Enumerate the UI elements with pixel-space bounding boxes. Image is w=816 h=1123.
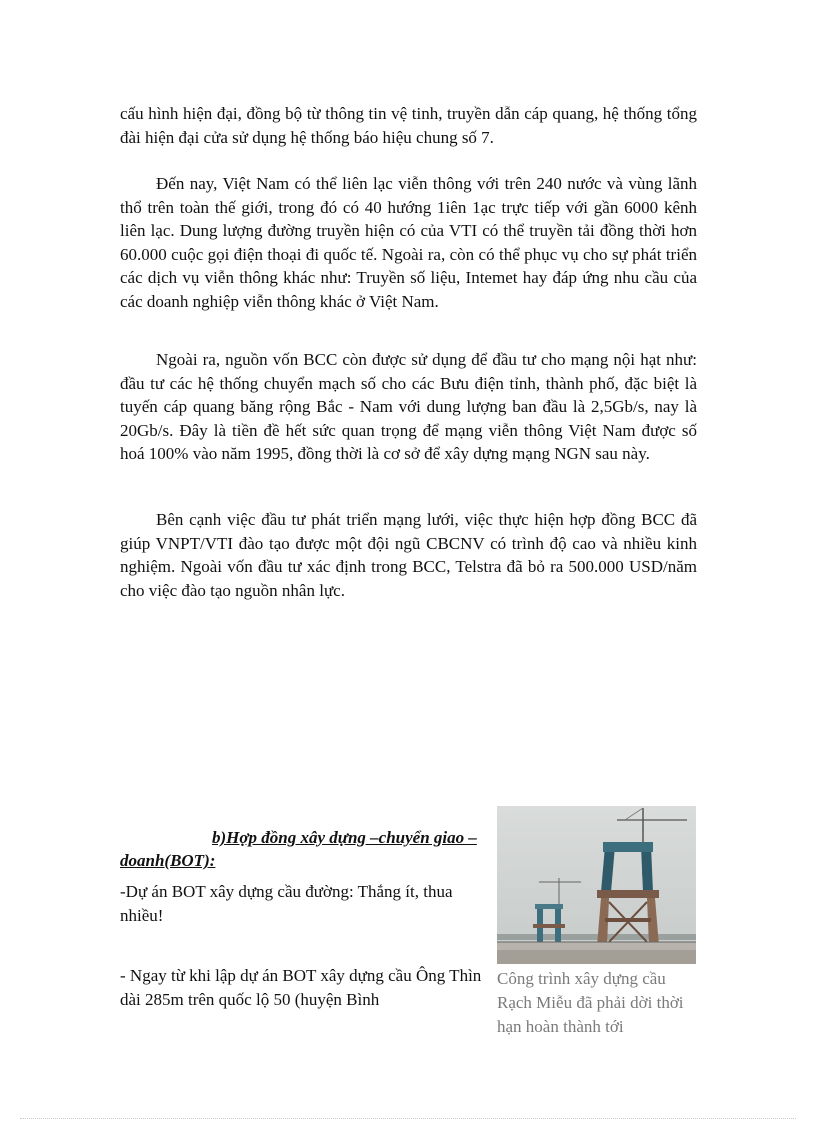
page-bottom-rule (20, 1118, 796, 1119)
paragraph-bcc-investment: Ngoài ra, nguồn vốn BCC còn được sử dụng để đầu tư cho mạng nội hạt như: đầu tư các hệ thống chuyển mạch số cho các Bưu điện tỉnh, thành phố, đặc biệt là tuyến cáp quang băng rộng Bắc - Nam với dung lượng ban đầu là 2,5Gb/s, nay là 20Gb/s. Đây là tiền đề hết sức quan trọng để mạng viễn thông Việt Nam được số hoá 100% vào năm 1995, đồng thời là cơ sở để xây dựng mạng NGN sau này. (120, 350, 697, 463)
paragraph-international-links: Đến nay, Việt Nam có thể liên lạc viễn thông với trên 240 nước và vùng lãnh thổ trên toàn thế giới, trong đó có 40 hướng 1iên 1ạc trực tiếp với gần 6000 kênh liên lạc. Dung lượng đường truyền hiện có của VTI có thể truyền tải đồng thời hơn 60.000 cuộc gọi điện thoại đi quốc tế. Ngoài ra, còn có thể phục vụ cho sự phát triển các dịch vụ viễn thông khác như: Truyền số liệu, Intemet hay đáp ứng nhu cầu của các doanh nghiệp viễn thông khác ở Việt Nam. (120, 174, 697, 311)
paragraph-continued: cấu hình hiện đại, đồng bộ từ thông tin vệ tinh, truyền dẫn cáp quang, hệ thống tổng đài hiện đại cửa sử dụng hệ thống báo hiệu chung số 7. (120, 104, 697, 147)
section-heading-bot (120, 826, 496, 872)
paragraph-training: Bên cạnh việc đầu tư phát triển mạng lưới, việc thực hiện hợp đồng BCC đã giúp VNPT/VTI đào tạo được một đội ngũ CBCNV có trình độ cao và nhiều kinh nghiệm. Ngoài vốn đầu tư xác định trong BCC, Telstra đã bỏ ra 500.000 USD/năm cho việc đào tạo nguồn nhân lực. (120, 510, 697, 600)
section-heading-line2: doanh(BOT): (120, 851, 216, 870)
section-heading-line1: b)Hợp đồng xây dựng –chuyển giao – (212, 828, 477, 847)
bot-subheading: -Dự án BOT xây dựng cầu đường: Thắng ít, thua nhiều! (120, 882, 453, 925)
photo-caption: Công trình xây dựng cầu Rạch Miễu đã phải dời thời hạn hoàn thành tới (497, 969, 684, 1036)
bot-paragraph: - Ngay từ khi lập dự án BOT xây dựng cầu Ông Thìn dài 285m trên quốc lộ 50 (huyện Bình (120, 966, 482, 1009)
bridge-construction-photo (497, 806, 696, 964)
